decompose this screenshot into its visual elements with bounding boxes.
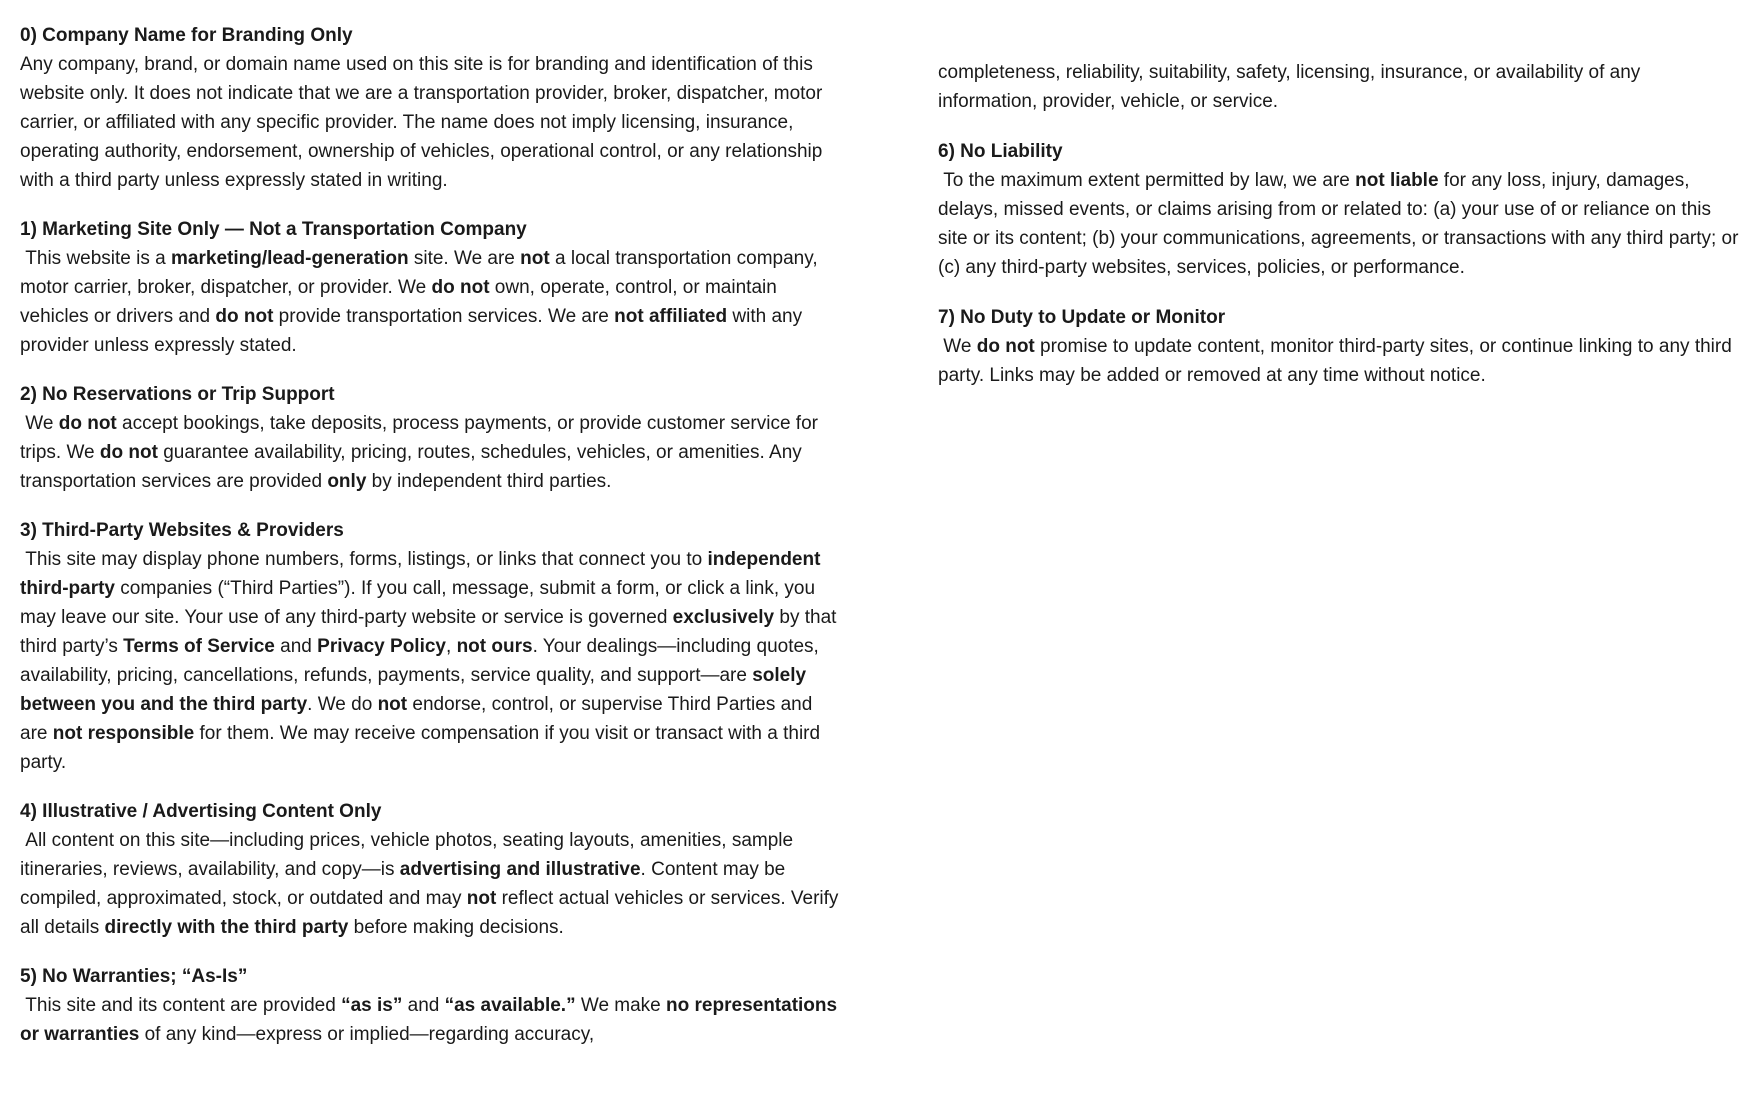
section-5-no-warranties bbox=[20, 962, 842, 1049]
section-0-company-name bbox=[20, 21, 842, 195]
section-2-body: We do not accept bookings, take deposits, process payments, or provide customer service for trips. We do not guarantee availability, pricing, routes, schedules, vehicles, or amenities. Any transportation services are provided only by independent third parties. bbox=[20, 413, 824, 492]
section-3-heading: 3) Third-Party Websites & Providers bbox=[20, 520, 344, 541]
section-0-heading: 0) Company Name for Branding Only bbox=[20, 25, 353, 46]
section-5-heading: 5) No Warranties; “As-Is” bbox=[20, 966, 248, 987]
section-0-body: Any company, brand, or domain name used on this site is for branding and identification of this website only. It does not indicate that we are a transportation provider, broker, dispatcher, motor carrier, or affiliated with any specific provider. The name does not imply licensing, insurance, operating authority, endorsement, ownership of vehicles, operational control, or any relationship with a third party unless expressly stated in writing. bbox=[20, 54, 828, 191]
section-1-marketing-site-only bbox=[20, 215, 842, 360]
section-5-continuation bbox=[938, 58, 1741, 116]
section-2-no-reservations bbox=[20, 380, 842, 496]
section-1-heading: 1) Marketing Site Only — Not a Transportation Company bbox=[20, 219, 527, 240]
section-5-continuation-body: completeness, reliability, suitability, safety, licensing, insurance, or availability of any information, provider, vehicle, or service. bbox=[938, 62, 1646, 112]
right-column bbox=[938, 37, 1744, 390]
section-4-body: All content on this site—including prices, vehicle photos, seating layouts, amenities, sample itineraries, reviews, availability, and copy—is advertising and illustrative. Content may be compiled, approximated, stock, or outdated and may not reflect actual vehicles or services. Verify all details directly with the third party before making decisions. bbox=[20, 830, 844, 938]
section-7-body: We do not promise to update content, monitor third-party sites, or continue linking to any third party. Links may be added or removed at any time without notice. bbox=[938, 336, 1738, 386]
section-6-no-liability bbox=[938, 137, 1744, 282]
section-1-body: This website is a marketing/lead-generation site. We are not a local transportation company, motor carrier, broker, dispatcher, or provider. We do not own, operate, control, or maintain vehicles or drivers and do not provide transportation services. We are not affiliated with any provider unless expressly stated. bbox=[20, 248, 823, 356]
section-6-heading: 6) No Liability bbox=[938, 141, 1063, 162]
section-5-body: This site and its content are provided “as is” and “as available.” We make no representations or warranties of any kind—express or implied—regarding accuracy, bbox=[20, 995, 843, 1045]
left-column bbox=[20, 21, 842, 1049]
section-3-body: This site may display phone numbers, forms, listings, or links that connect you to independent third-party companies (“Third Parties”). If you call, message, submit a form, or click a link, you may leave our site. Your use of any third-party website or service is governed exclusively by that third party’s Terms of Service and Privacy Policy, not ours. Your dealings—including quotes, availability, pricing, cancellations, refunds, payments, service quality, and support—are solely between you and the third party. We do not endorse, control, or supervise Third Parties and are not responsible for them. We may receive compensation if you visit or transact with a third party. bbox=[20, 549, 842, 773]
section-4-illustrative-content bbox=[20, 797, 842, 942]
section-3-third-party-websites bbox=[20, 516, 842, 777]
section-7-heading: 7) No Duty to Update or Monitor bbox=[938, 307, 1226, 328]
section-4-heading: 4) Illustrative / Advertising Content Only bbox=[20, 801, 382, 822]
section-2-heading: 2) No Reservations or Trip Support bbox=[20, 384, 335, 405]
section-6-body: To the maximum extent permitted by law, we are not liable for any loss, injury, damages, delays, missed events, or claims arising from or related to: (a) your use of or reliance on this site or its content; (b) your communications, agreements, or transactions with any third party; or (c) any third-party websites, services, policies, or performance. bbox=[938, 170, 1744, 278]
section-7-no-duty-to-update bbox=[938, 303, 1741, 390]
